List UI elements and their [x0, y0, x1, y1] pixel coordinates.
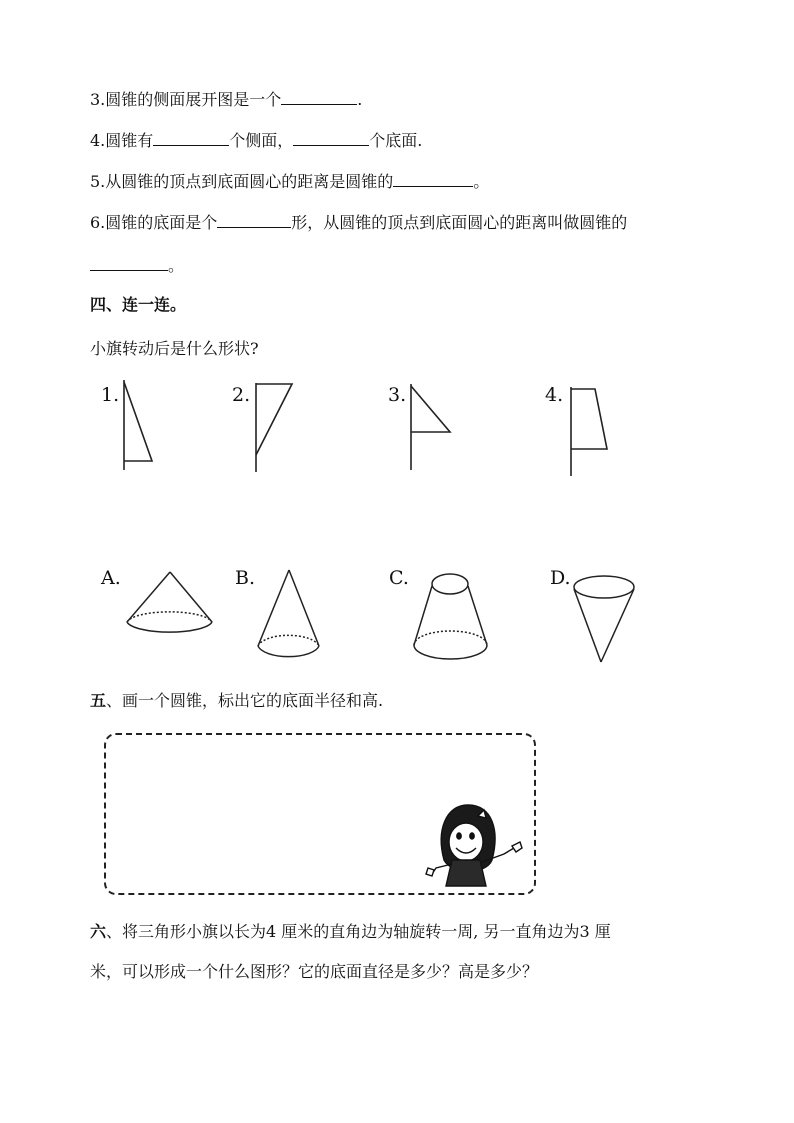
q6-end: 。 — [168, 256, 185, 275]
shape-label-c: C. — [389, 567, 409, 589]
q4-text-1: 4.圆锥有 — [90, 131, 154, 150]
section-6-text-1: 、将三角形小旗以长为4 厘米的直角边为轴旋转一周, 另一直角边为3 厘 — [106, 922, 611, 941]
shape-label-a: A. — [101, 567, 121, 589]
section-6-line-1 — [90, 921, 611, 943]
flag-label-3: 3. — [388, 384, 407, 406]
shape-label-d: D. — [550, 567, 571, 589]
q4-text-3: 个底面. — [369, 131, 423, 150]
section-4-title: 四、连一连。 — [90, 295, 187, 314]
q6-text-1: 6.圆锥的底面是个 — [90, 213, 218, 232]
q6-text-2: 形，从圆锥的顶点到底面圆心的距离叫做圆锥的 — [291, 213, 628, 232]
shape-label-b: B. — [235, 567, 256, 589]
flag-label-1: 1. — [101, 384, 120, 406]
flag-label-2: 2. — [232, 384, 251, 406]
flag-label-4: 4. — [545, 384, 564, 406]
section-6-number: 六 — [90, 922, 107, 941]
section-4-prompt: 小旗转动后是什么形状? — [90, 339, 259, 358]
q3-end: . — [357, 90, 363, 109]
q5-text: 5.从圆锥的顶点到底面圆心的距离是圆锥的 — [90, 172, 394, 191]
section-6-line-2: 米，可以形成一个什么图形？它的底面直径是多少？高是多少？ — [90, 962, 539, 981]
section-5-text: 、画一个圆锥，标出它的底面半径和高. — [106, 691, 384, 710]
q3-text: 3.圆锥的侧面展开图是一个 — [90, 90, 282, 109]
q5-end: 。 — [473, 172, 490, 191]
q4-text-2: 个侧面， — [229, 131, 294, 150]
section-5-number: 五 — [90, 691, 107, 710]
